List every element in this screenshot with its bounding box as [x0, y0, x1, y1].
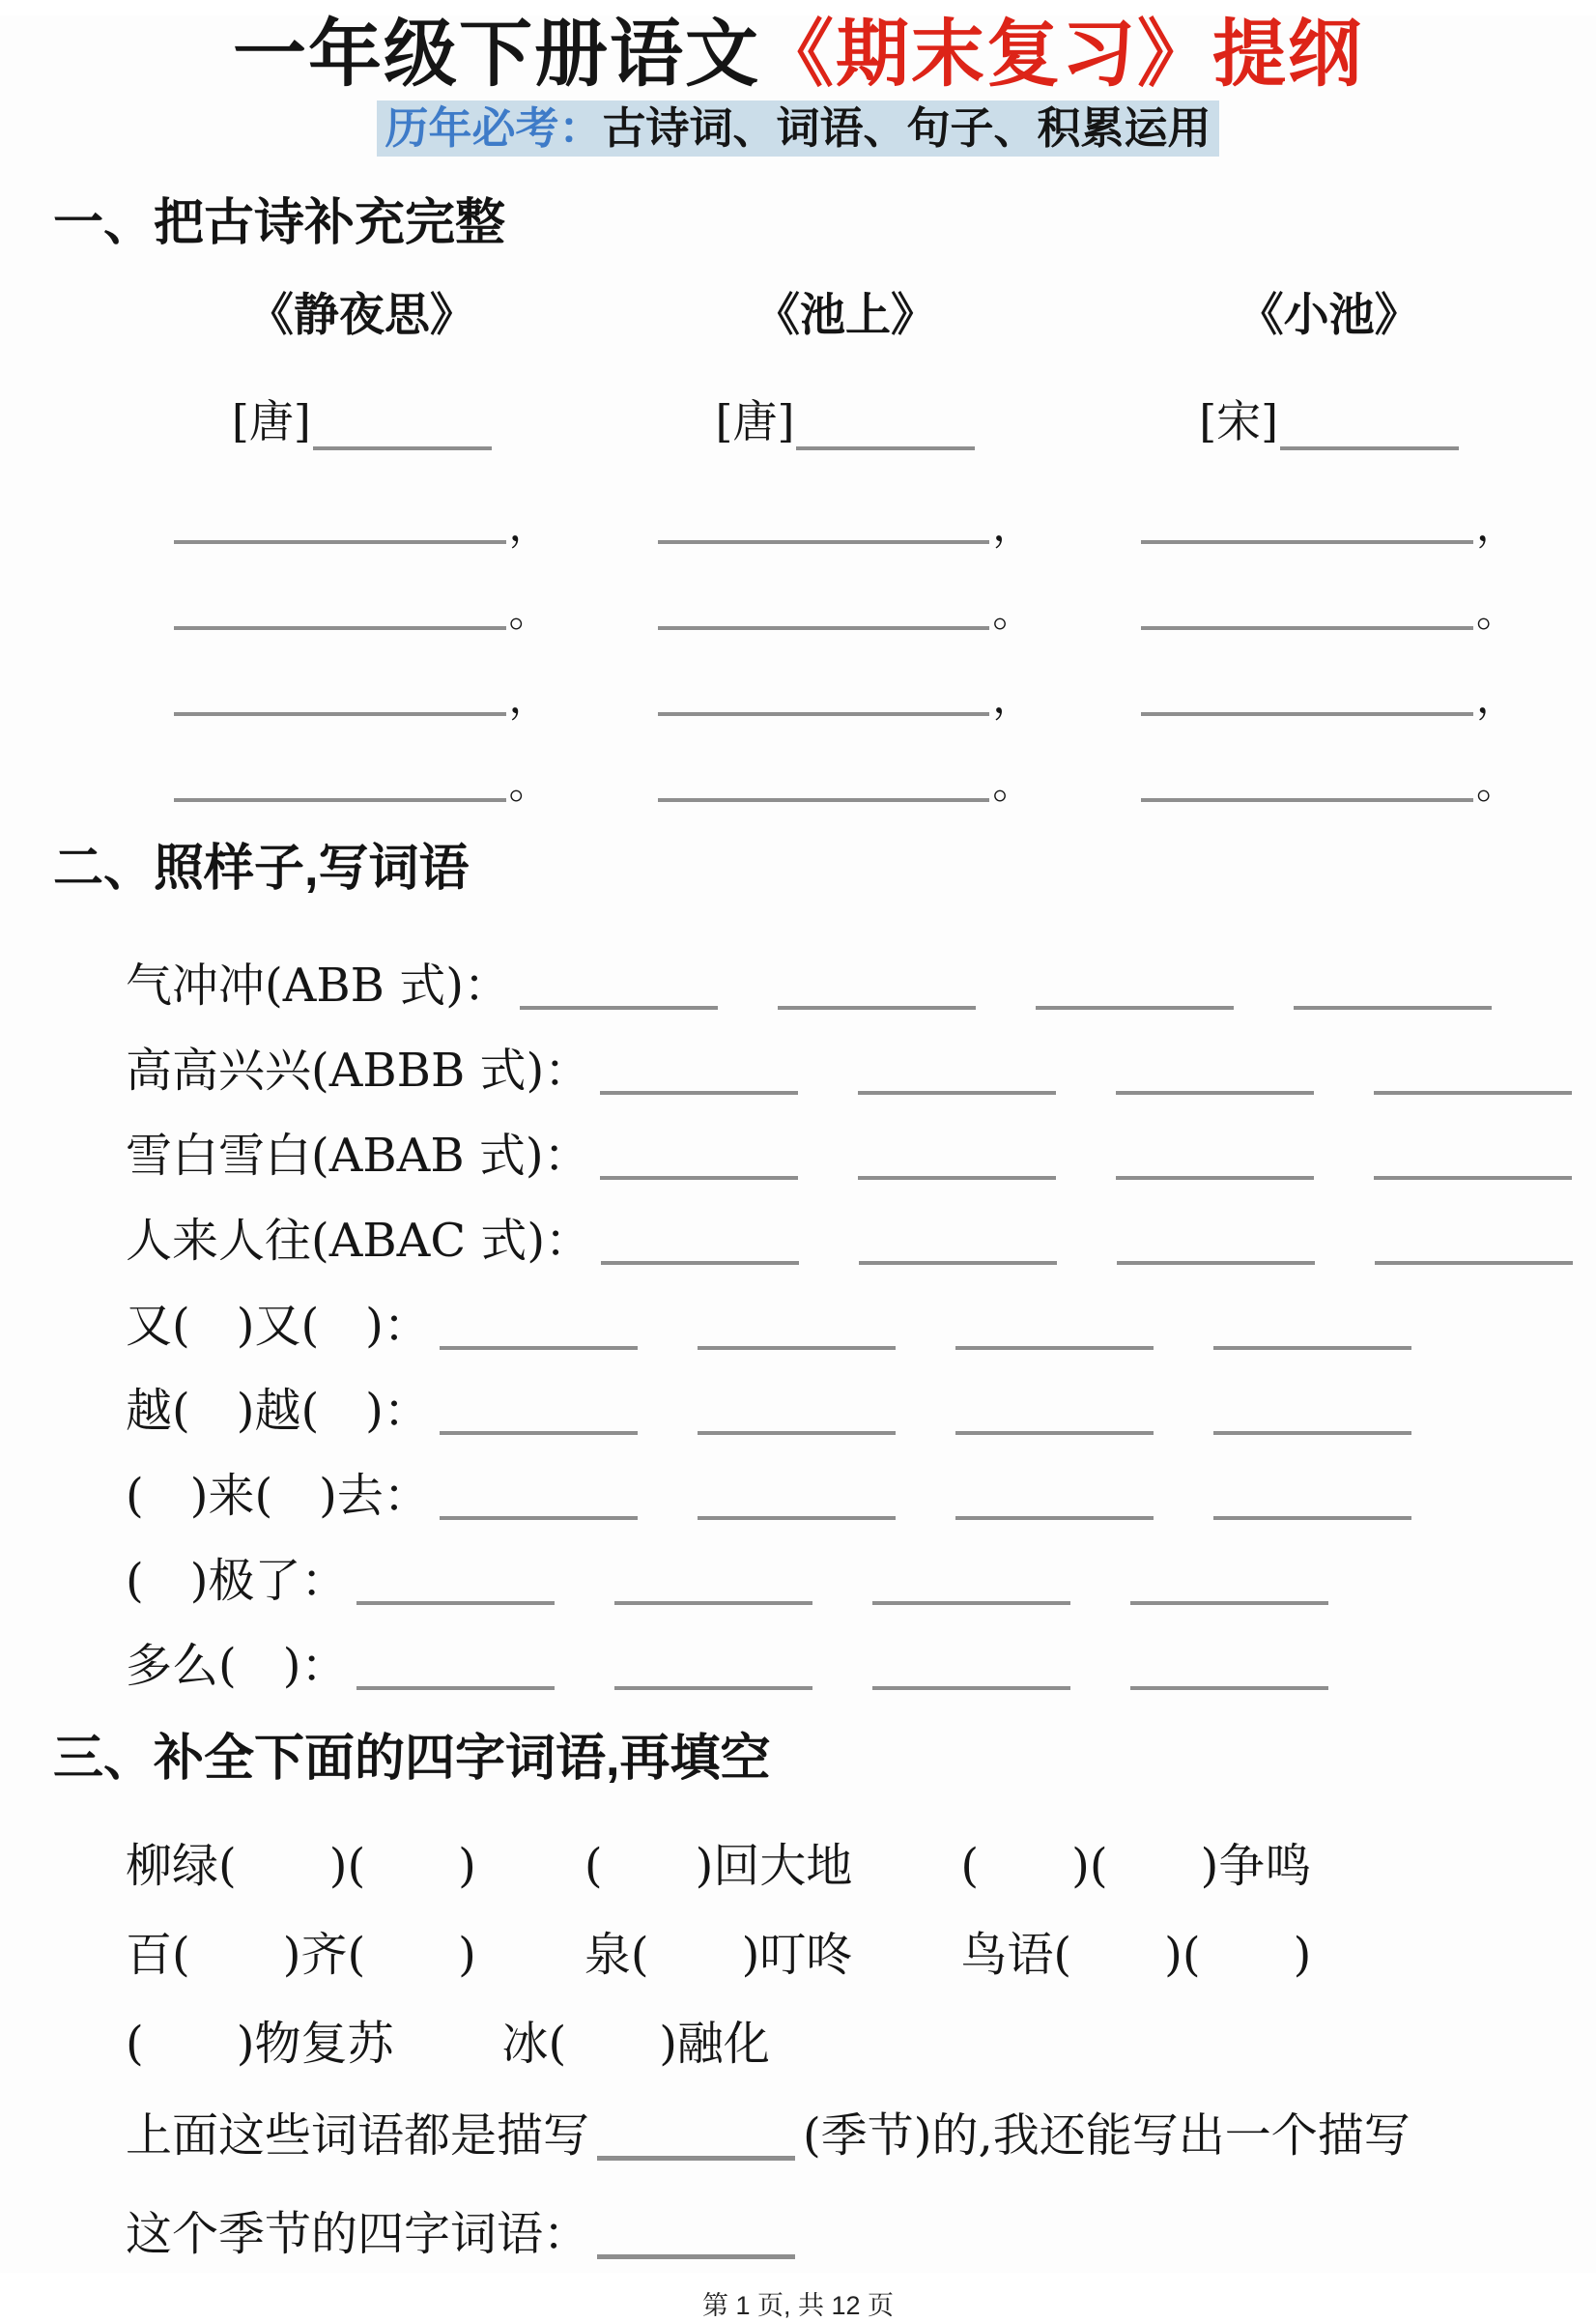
poem-verse-row [174, 544, 550, 637]
poem-author-row [1141, 381, 1517, 450]
punctuation-mark: ， [992, 674, 1034, 723]
author-blank-line [313, 402, 492, 450]
idiom-cell: 百( )齐( ) [126, 1927, 476, 1982]
idiom-cell: 柳绿( )( ) [126, 1838, 476, 1893]
answer-blank-line [1130, 1595, 1328, 1605]
author-blank-line [796, 402, 975, 450]
answer-blank-line [1213, 1510, 1411, 1520]
answer-blank-line [614, 1595, 812, 1605]
poem-verse-row [658, 716, 1034, 809]
poem-title: 《小池》 [1238, 289, 1420, 343]
season-blank-line [597, 2150, 795, 2161]
poem-dynasty: [宋] [1199, 395, 1279, 448]
poem-dynasty: [唐] [715, 395, 795, 448]
answer-blank-line [1374, 1085, 1572, 1095]
answer-blank-line [1130, 1680, 1328, 1690]
punctuation-mark: 。 [508, 588, 550, 637]
answer-blank-line [356, 1680, 555, 1690]
answer-blank-line [1116, 1085, 1314, 1095]
answer-blank-line [600, 1085, 798, 1095]
word-pattern-row [126, 1607, 1596, 1692]
punctuation-mark: ， [1476, 502, 1518, 551]
author-blank-line [1280, 402, 1459, 450]
fill-sentence-line2 [126, 2195, 1596, 2263]
answer-blank-line [440, 1340, 638, 1350]
sentence-text-before: 上面这些词语都是描写 [126, 2108, 590, 2164]
subtitle-highlight [377, 100, 1218, 157]
verse-blank-line [174, 790, 506, 802]
punctuation-mark: ， [1476, 674, 1518, 723]
section1-heading: 一、把古诗补充完整 [53, 195, 506, 252]
idiom-cell: 泉( )叮咚 [584, 1927, 853, 1982]
poem-verse-row [1141, 630, 1518, 723]
poem-verse-row [174, 630, 550, 723]
idiom-cell: ( )( )争鸣 [960, 1838, 1312, 1893]
word-pattern-row [126, 1097, 1596, 1182]
punctuation-mark: ， [992, 502, 1034, 551]
word-pattern-row [126, 1012, 1596, 1097]
verse-blank-line [1141, 532, 1473, 544]
word-pattern-row [126, 1352, 1596, 1437]
idiom-cell: 冰( )融化 [501, 2016, 770, 2071]
word-pattern-label: 越( )越( )： [126, 1384, 430, 1439]
answer-blank-line [1294, 1000, 1492, 1010]
verse-blank-line [658, 790, 990, 802]
answer-blank-line [778, 1000, 976, 1010]
punctuation-mark: 。 [992, 588, 1034, 637]
poem-verse-row [658, 544, 1034, 637]
page-number: 第 1 页, 共 12 页 [701, 2291, 895, 2321]
answer-blank-line [600, 1170, 798, 1180]
word-pattern-block [126, 927, 1596, 1692]
word-pattern-label: 又( )又( )： [126, 1299, 430, 1354]
page-title-red-part: 《期末复习》提纲 [760, 11, 1363, 97]
answer-blank-line [614, 1680, 812, 1690]
answer-blank-line [955, 1510, 1154, 1520]
punctuation-mark: ， [508, 502, 550, 551]
idiom-row [126, 1994, 1596, 2083]
answer-blank-line [698, 1340, 896, 1350]
verse-blank-line [658, 532, 990, 544]
word-pattern-label: 人来人往(ABAC 式)： [126, 1214, 592, 1269]
answer-blank-line [1213, 1425, 1411, 1435]
answer-blank-line [1116, 1170, 1314, 1180]
poem-verse-row [1141, 458, 1518, 551]
answer-blank-line [440, 1510, 638, 1520]
poems-block [174, 279, 1518, 809]
poem-author-row [174, 381, 550, 450]
punctuation-mark: 。 [1476, 588, 1518, 637]
punctuation-mark: 。 [508, 760, 550, 809]
section2-heading: 二、照样子,写词语 [53, 841, 470, 898]
answer-blank-line [858, 1085, 1056, 1095]
poem-verse-row [1141, 716, 1518, 809]
sentence-text-after: (季节)的,我还能写出一个描写 [803, 2108, 1411, 2164]
verse-blank-line [1141, 704, 1473, 716]
idiom-cell: ( )物复苏 [126, 2016, 394, 2071]
word-pattern-row [126, 927, 1596, 1012]
poem-verse-row [174, 458, 550, 551]
idiom-block [126, 1817, 1596, 2083]
verse-blank-line [174, 704, 506, 716]
poem-verse-row [174, 716, 550, 809]
word-pattern-label: 高高兴兴(ABBB 式)： [126, 1044, 591, 1099]
poem-column-jingyesi [174, 279, 550, 809]
verse-blank-line [1141, 790, 1473, 802]
idiom-cell: 鸟语( )( ) [960, 1927, 1312, 1982]
verse-blank-line [658, 704, 990, 716]
word-pattern-label: ( )极了： [126, 1554, 348, 1609]
word-pattern-label: 雪白雪白(ABAB 式)： [126, 1129, 590, 1184]
answer-blank-line [1117, 1255, 1315, 1265]
word-pattern-label: 多么( )： [126, 1639, 348, 1694]
answer-blank-line [520, 1000, 718, 1010]
answer-blank-line [858, 1170, 1056, 1180]
answer-blank-line [859, 1255, 1057, 1265]
poem-author-row [658, 381, 1034, 450]
subtitle-label: 历年必考： [385, 102, 603, 153]
answer-blank-line [955, 1425, 1154, 1435]
idiom-cell: ( )回大地 [584, 1838, 853, 1893]
punctuation-mark: 。 [992, 760, 1034, 809]
poem-title: 《静夜思》 [247, 289, 475, 343]
sentence-line2-text: 这个季节的四字词语： [126, 2207, 590, 2262]
word-pattern-row [126, 1182, 1596, 1267]
idiom-answer-blank-line [597, 2249, 795, 2259]
word-pattern-row [126, 1522, 1596, 1607]
poem-column-chishang [658, 279, 1034, 809]
answer-blank-line [872, 1680, 1070, 1690]
answer-blank-line [698, 1510, 896, 1520]
section3-heading: 三、补全下面的四字词语,再填空 [53, 1731, 771, 1788]
verse-blank-line [174, 618, 506, 630]
answer-blank-line [601, 1255, 799, 1265]
answer-blank-line [955, 1340, 1154, 1350]
verse-blank-line [658, 618, 990, 630]
word-pattern-label: 气冲冲(ABB 式)： [126, 959, 510, 1014]
verse-blank-line [1141, 618, 1473, 630]
punctuation-mark: ， [508, 674, 550, 723]
page-title [0, 11, 1596, 97]
poem-dynasty: [唐] [231, 395, 311, 448]
answer-blank-line [440, 1425, 638, 1435]
poem-verse-row [1141, 544, 1518, 637]
word-pattern-row [126, 1267, 1596, 1352]
poem-column-xiaochi [1141, 279, 1518, 809]
poem-title: 《池上》 [755, 289, 936, 343]
subtitle-row [0, 100, 1596, 157]
answer-blank-line [356, 1595, 555, 1605]
worksheet-page [0, 11, 1596, 2321]
page-title-black-part: 一年级下册语文 [233, 11, 760, 97]
subtitle-text: 古诗词、词语、句子、积累运用 [602, 102, 1211, 153]
answer-blank-line [1213, 1340, 1411, 1350]
answer-blank-line [872, 1595, 1070, 1605]
answer-blank-line [1374, 1170, 1572, 1180]
answer-blank-line [698, 1425, 896, 1435]
punctuation-mark: 。 [1476, 760, 1518, 809]
poem-verse-row [658, 630, 1034, 723]
fill-sentence-line1 [126, 2097, 1596, 2164]
idiom-row [126, 1817, 1596, 1906]
word-pattern-row [126, 1437, 1596, 1522]
answer-blank-line [1375, 1255, 1573, 1265]
poem-verse-row [658, 458, 1034, 551]
word-pattern-label: ( )来( )去： [126, 1469, 430, 1524]
verse-blank-line [174, 532, 506, 544]
answer-blank-line [1036, 1000, 1234, 1010]
idiom-row [126, 1906, 1596, 1994]
